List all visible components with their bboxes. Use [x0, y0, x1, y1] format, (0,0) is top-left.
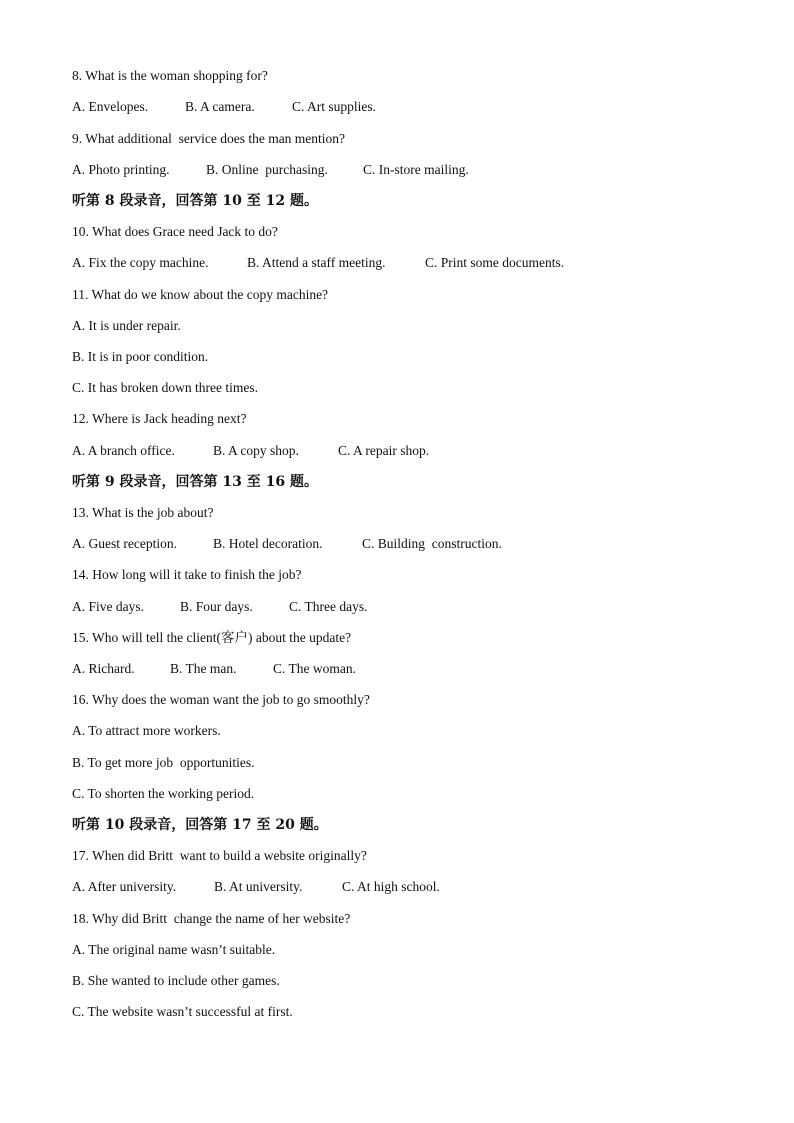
- options-9: [72, 162, 469, 178]
- section-heading-9: 听第 9 段录音，回答第 13 至 16 题。: [72, 474, 318, 490]
- option-b: B. At university.: [214, 879, 303, 894]
- option-11-a: A. It is under repair.: [72, 318, 181, 333]
- question-9: 9. What additional service does the man mention?: [72, 131, 346, 146]
- option-c: C. In-store mailing.: [363, 162, 469, 177]
- options-13: [72, 536, 502, 552]
- option-a: A. Photo printing.: [72, 162, 170, 177]
- option-c: C. Building construction.: [362, 536, 502, 551]
- option-b: B. The man.: [170, 661, 237, 676]
- option-a: A. Five days.: [72, 599, 144, 614]
- option-c: C. At high school.: [342, 879, 440, 894]
- question-15: 15. Who will tell the client(客户) about the update?: [72, 630, 352, 645]
- option-c: C. Print some documents.: [425, 255, 565, 270]
- option-b: B. Online purchasing.: [206, 162, 328, 177]
- option-c: C. A repair shop.: [338, 443, 430, 458]
- option-c: C. Three days.: [289, 599, 368, 614]
- options-12: [72, 443, 429, 459]
- section-heading-10: 听第 10 段录音，回答第 17 至 20 题。: [72, 817, 328, 833]
- question-14: 14. How long will it take to finish the job?: [72, 567, 302, 582]
- option-16-b: B. To get more job opportunities.: [72, 755, 255, 770]
- option-18-c: C. The website wasn’t successful at first.: [72, 1004, 293, 1019]
- options-15: [72, 661, 356, 677]
- option-16-c: C. To shorten the working period.: [72, 786, 255, 801]
- option-a: A. Richard.: [72, 661, 135, 676]
- question-8: 8. What is the woman shopping for?: [72, 68, 268, 83]
- options-14: [72, 599, 367, 615]
- section-heading-8: 听第 8 段录音，回答第 10 至 12 题。: [72, 193, 318, 209]
- question-11: 11. What do we know about the copy machine?: [72, 287, 329, 302]
- question-16: 16. Why does the woman want the job to go smoothly?: [72, 692, 370, 707]
- option-18-b: B. She wanted to include other games.: [72, 973, 280, 988]
- question-12: 12. Where is Jack heading next?: [72, 411, 247, 426]
- question-13: 13. What is the job about?: [72, 505, 214, 520]
- option-a: A. Envelopes.: [72, 99, 149, 114]
- option-11-c: C. It has broken down three times.: [72, 380, 258, 395]
- option-b: B. A copy shop.: [213, 443, 299, 458]
- option-a: A. After university.: [72, 879, 177, 894]
- option-a: A. Guest reception.: [72, 536, 177, 551]
- options-8: [72, 99, 376, 115]
- option-c: C. Art supplies.: [292, 99, 377, 114]
- option-c: C. The woman.: [273, 661, 356, 676]
- option-18-a: A. The original name wasn’t suitable.: [72, 942, 276, 957]
- option-a: A. A branch office.: [72, 443, 175, 458]
- options-10: [72, 255, 564, 271]
- option-a: A. Fix the copy machine.: [72, 255, 209, 270]
- option-b: B. Attend a staff meeting.: [247, 255, 386, 270]
- option-b: B. Hotel decoration.: [213, 536, 323, 551]
- question-17: 17. When did Britt want to build a website originally?: [72, 848, 367, 863]
- options-17: [72, 879, 440, 895]
- question-10: 10. What does Grace need Jack to do?: [72, 224, 278, 239]
- question-18: 18. Why did Britt change the name of her website?: [72, 911, 351, 926]
- option-11-b: B. It is in poor condition.: [72, 349, 209, 364]
- option-b: B. Four days.: [180, 599, 253, 614]
- option-b: B. A camera.: [185, 99, 255, 114]
- option-16-a: A. To attract more workers.: [72, 723, 221, 738]
